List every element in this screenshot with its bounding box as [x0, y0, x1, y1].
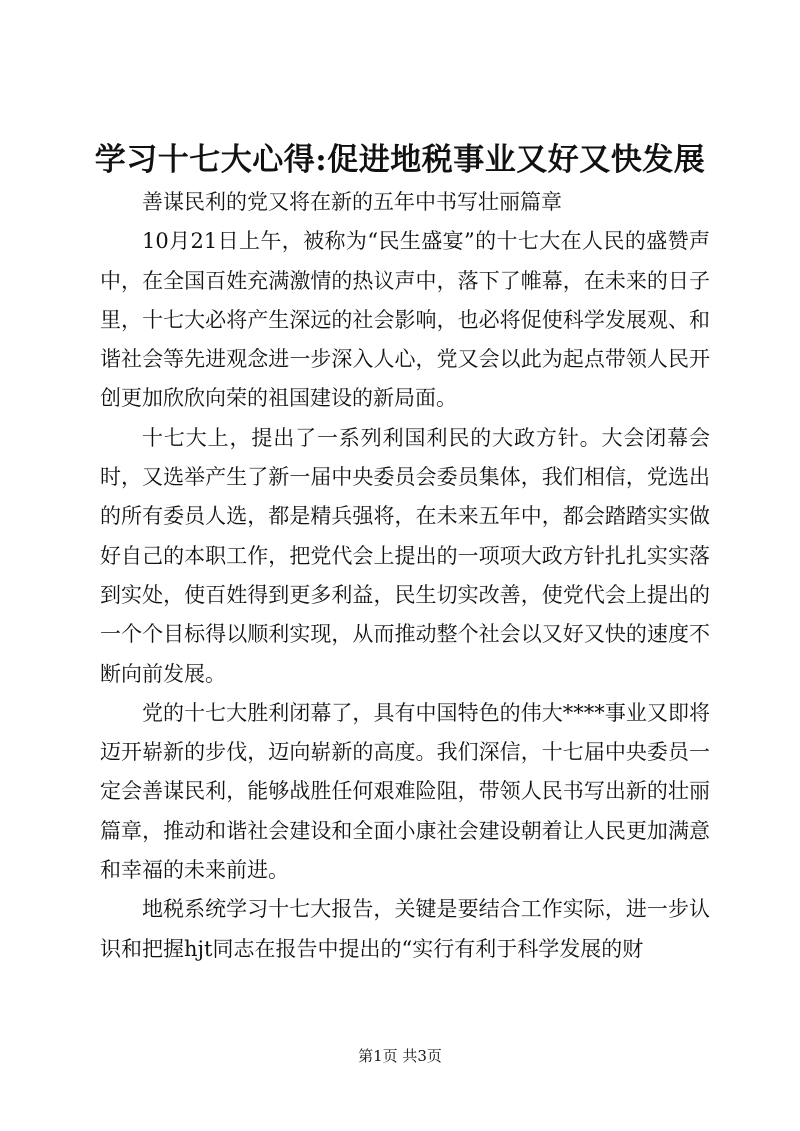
paragraph-subheading: 善谋民利的党又将在新的五年中书写壮丽篇章 — [142, 190, 562, 214]
paragraph: 党的十七大胜利闭幕了，具有中国特色的伟大****事业又即将迈开崭新的步伐，迈向崭新的高度。我们深信，十七届中央委员一定会善谋民利，能够战胜任何艰难险阻，带领人民书写出新的壮丽篇章，推动和谐社会建设和全面小康社会建设朝着让人民更加满意和幸福的未来前进。 — [100, 700, 710, 883]
document-title: 学习十七大心得:促进地税事业又好又快发展 — [94, 142, 706, 178]
document-body — [100, 183, 710, 969]
page-number-footer: 第1页 共3页 — [358, 1047, 442, 1065]
paragraph: 地税系统学习十七大报告，关键是要结合工作实际，进一步认识和把握hjt同志在报告中提出的“实行有利于科学发展的财 — [100, 897, 710, 961]
paragraph: 10月21日上午，被称为“民生盛宴”的十七大在人民的盛赞声中，在全国百姓充满激情的热议声中，落下了帷幕，在未来的日子里，十七大必将产生深远的社会影响，也必将促使科学发展观、和谐社会等先进观念进一步深入人心，党又会以此为起点带领人民开创更加欣欣向荣的祖国建设的新局面。 — [100, 229, 710, 411]
paragraph: 十七大上，提出了一系列利国利民的大政方针。大会闭幕会时，又选举产生了新一届中央委员会委员集体，我们相信，党选出的所有委员人选，都是精兵强将，在未来五年中，都会踏踏实实做好自己的本职工作，把党代会上提出的一项项大政方针扎扎实实落到实处，使百姓得到更多利益，民生切实改善，使党代会上提出的一个个目标得以顺利实现，从而推动整个社会以又好又快的速度不断向前发展。 — [100, 425, 710, 686]
